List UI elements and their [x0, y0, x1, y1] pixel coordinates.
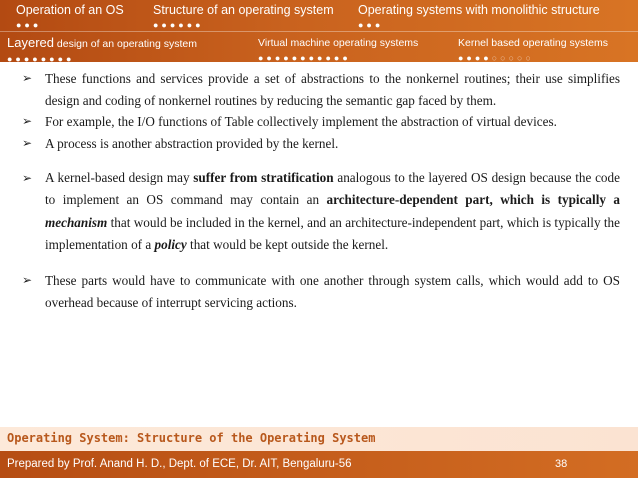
dots-empty: ○○○○○	[491, 53, 534, 63]
nav-progress-dots	[153, 20, 334, 30]
nav-progress-dots	[7, 54, 197, 64]
dots-filled: ●●●	[16, 20, 42, 30]
bullet-abstractions	[20, 68, 620, 111]
slide-navigation-header	[0, 0, 638, 62]
emphasis-text: suffer from stratification	[193, 170, 334, 185]
nav-label-rest: design of an operating system	[53, 38, 197, 50]
nav-item-layered-design[interactable]	[7, 36, 197, 64]
arrow-bullet-icon: ➢	[22, 171, 33, 185]
nav-progress-dots	[16, 20, 124, 30]
text-run: that would be included in the kernel, and an architecture-independent part, which is typically the implementation of a	[45, 214, 620, 252]
nav-label: Operating systems with monolithic structure	[358, 3, 600, 17]
nav-progress-dots	[458, 53, 608, 63]
text-run: analogous to the layered OS design because the code to implement an OS command may contain an	[45, 170, 620, 208]
nav-item-structure-of-os[interactable]	[153, 3, 334, 30]
bullet-communication	[20, 270, 620, 313]
nav-item-kernel-based[interactable]	[458, 36, 608, 63]
nav-item-monolithic-structure[interactable]	[358, 3, 600, 30]
dots-filled: ●●●●	[458, 53, 492, 63]
bullet-text	[45, 170, 620, 252]
bullet-text: These parts would have to communicate with one another through system calls, which would add to OS overhead because of interrupt servicing actions.	[45, 273, 620, 310]
text-run: A kernel-based design may	[45, 170, 194, 185]
arrow-bullet-icon: ➢	[22, 71, 33, 85]
bullet-io-example	[20, 111, 620, 133]
bullet-text: A process is another abstraction provided by the kernel.	[45, 135, 339, 151]
course-title-bar	[0, 427, 638, 451]
dots-filled: ●●●	[358, 20, 384, 30]
bullet-stratification	[20, 167, 620, 256]
course-title: Operating System: Structure of the Operating System	[7, 431, 376, 445]
bullet-process	[20, 133, 620, 155]
nav-label: Structure of an operating system	[153, 3, 334, 17]
nav-label: Kernel based operating systems	[458, 37, 608, 49]
nav-label-emphasis: Layered	[7, 35, 54, 50]
arrow-bullet-icon: ➢	[22, 114, 33, 128]
bullet-text: These functions and services provide a set of abstractions to the nonkernel routines; their use simplifies design and coding of nonkernel routines by reducing the semantic gap faced by them.	[45, 71, 620, 108]
arrow-bullet-icon: ➢	[22, 135, 33, 150]
emphasis-text: architecture-dependent part, which is typically a	[326, 192, 620, 208]
dots-filled: ●●●●●●●●●●●	[258, 53, 351, 63]
author-credit: Prepared by Prof. Anand H. D., Dept. of ECE, Dr. AIT, Bengaluru-56	[7, 458, 352, 470]
nav-row-sections	[0, 0, 638, 31]
page-number: 38	[555, 458, 568, 470]
emphasis-italic-text: policy	[154, 236, 187, 252]
nav-progress-dots	[258, 53, 418, 63]
nav-label: Operation of an OS	[16, 3, 124, 17]
nav-label	[7, 36, 197, 51]
nav-progress-dots	[358, 20, 600, 30]
footer-bar	[0, 451, 638, 478]
dots-filled: ●●●●●●	[153, 20, 204, 30]
arrow-bullet-icon: ➢	[22, 273, 33, 288]
nav-label: Virtual machine operating systems	[258, 37, 419, 49]
bullet-text: For example, the I/O functions of Table collectively implement the abstraction of virtual devices.	[45, 114, 557, 129]
text-run: that would be kept outside the kernel.	[186, 236, 389, 252]
slide-body	[20, 68, 620, 313]
nav-item-virtual-machine[interactable]	[258, 36, 418, 63]
nav-row-subsections	[0, 31, 638, 63]
dots-filled: ●●●●●●●●	[7, 54, 75, 64]
emphasis-italic-text: mechanism	[45, 214, 108, 230]
nav-item-operation-of-os[interactable]	[16, 3, 124, 30]
